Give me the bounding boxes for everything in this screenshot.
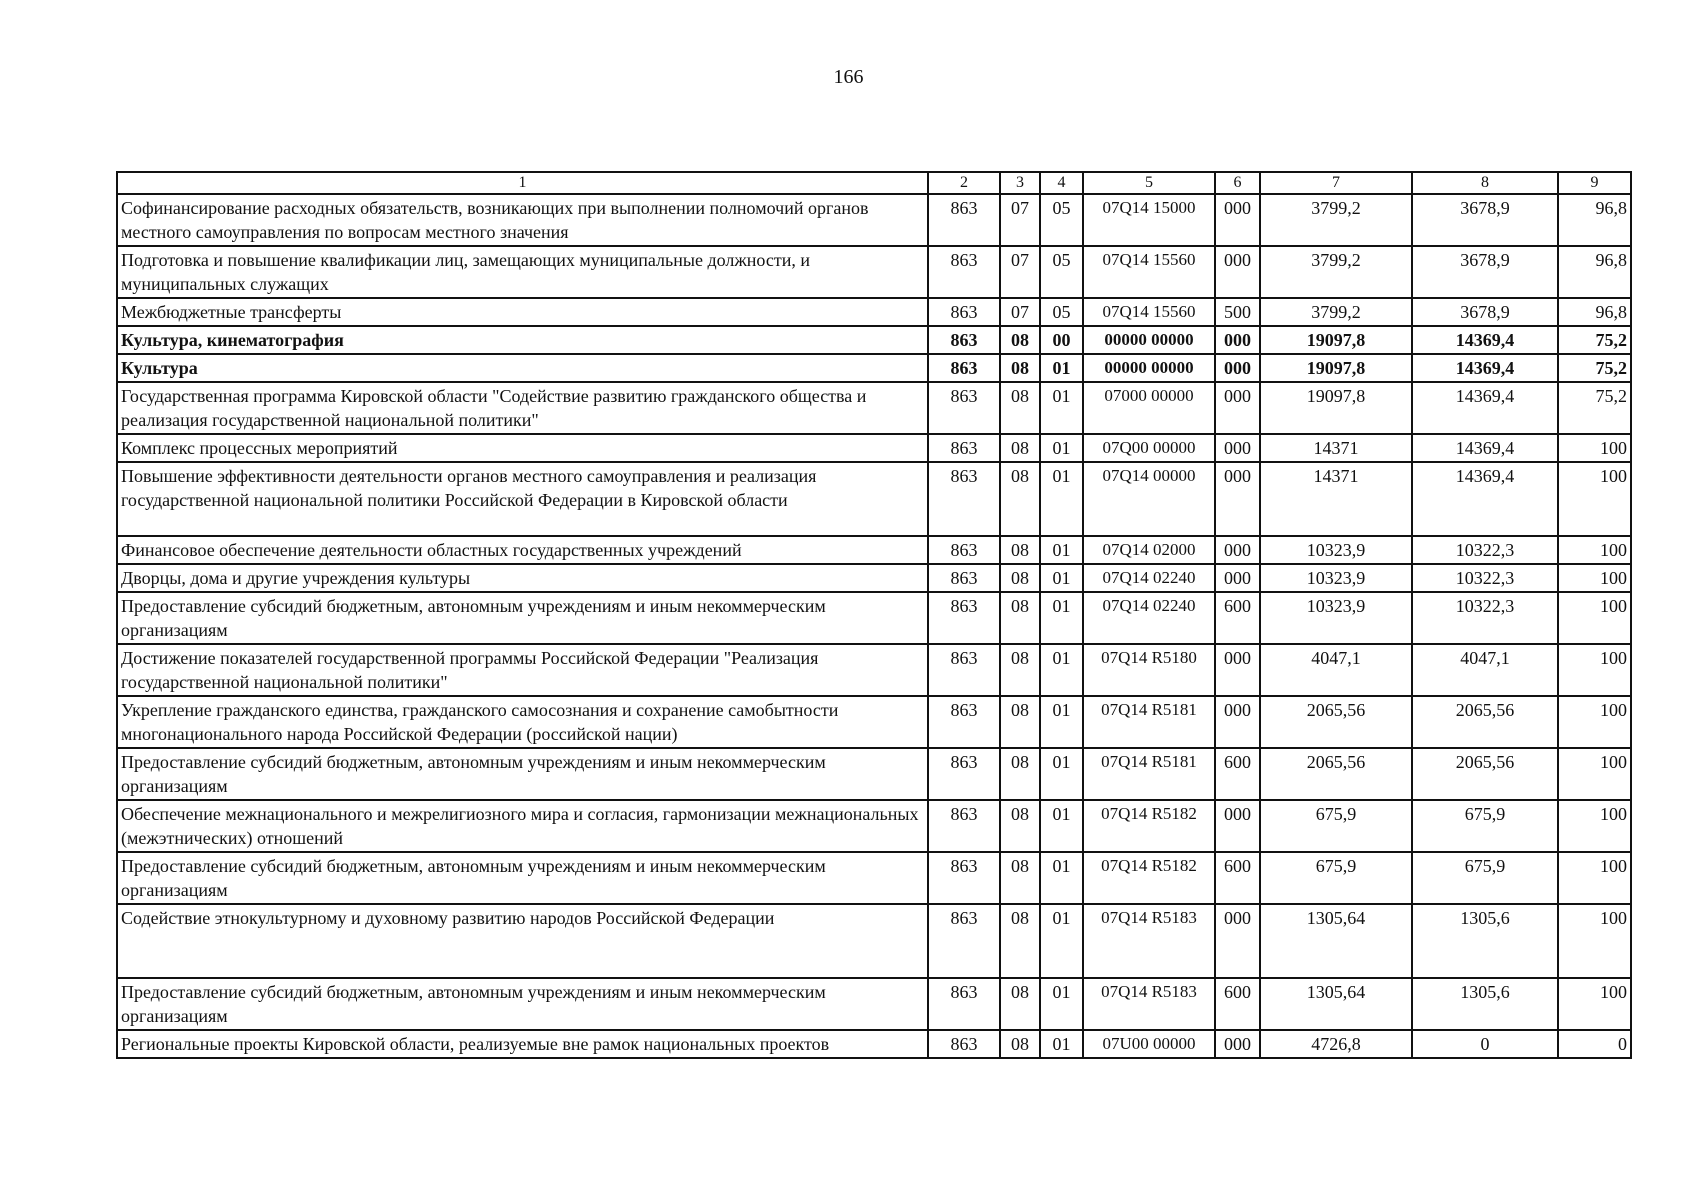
cell-col-6: 500 xyxy=(1215,298,1260,326)
header-col-1: 1 xyxy=(117,172,928,194)
cell-col-7: 1305,64 xyxy=(1260,904,1412,978)
cell-description: Государственная программа Кировской области "Содействие развитию гражданского общества и реализация государственной национальной политики" xyxy=(117,382,928,434)
cell-col-2: 863 xyxy=(928,592,1000,644)
cell-col-5: 07Q14 15560 xyxy=(1083,246,1215,298)
cell-col-9: 100 xyxy=(1558,696,1631,748)
cell-col-4: 01 xyxy=(1040,462,1083,536)
cell-col-7: 2065,56 xyxy=(1260,696,1412,748)
cell-col-5: 00000 00000 xyxy=(1083,326,1215,354)
cell-col-6: 600 xyxy=(1215,592,1260,644)
header-col-3: 3 xyxy=(1000,172,1040,194)
cell-col-7: 14371 xyxy=(1260,434,1412,462)
cell-col-9: 75,2 xyxy=(1558,354,1631,382)
cell-col-7: 4047,1 xyxy=(1260,644,1412,696)
cell-col-4: 01 xyxy=(1040,382,1083,434)
cell-col-3: 08 xyxy=(1000,354,1040,382)
cell-col-8: 14369,4 xyxy=(1412,326,1558,354)
header-col-4: 4 xyxy=(1040,172,1083,194)
cell-description: Финансовое обеспечение деятельности областных государственных учреждений xyxy=(117,536,928,564)
cell-col-5: 00000 00000 xyxy=(1083,354,1215,382)
cell-col-8: 10322,3 xyxy=(1412,536,1558,564)
cell-col-2: 863 xyxy=(928,564,1000,592)
cell-col-9: 96,8 xyxy=(1558,194,1631,246)
cell-col-8: 4047,1 xyxy=(1412,644,1558,696)
cell-col-7: 4726,8 xyxy=(1260,1030,1412,1058)
cell-col-3: 08 xyxy=(1000,904,1040,978)
cell-description: Дворцы, дома и другие учреждения культуры xyxy=(117,564,928,592)
cell-col-7: 10323,9 xyxy=(1260,536,1412,564)
cell-col-8: 10322,3 xyxy=(1412,564,1558,592)
cell-col-7: 3799,2 xyxy=(1260,246,1412,298)
cell-col-4: 05 xyxy=(1040,298,1083,326)
cell-col-7: 19097,8 xyxy=(1260,354,1412,382)
cell-col-6: 000 xyxy=(1215,246,1260,298)
table-row xyxy=(117,904,1631,978)
cell-col-6: 600 xyxy=(1215,748,1260,800)
header-col-2: 2 xyxy=(928,172,1000,194)
table-row xyxy=(117,748,1631,800)
cell-col-4: 00 xyxy=(1040,326,1083,354)
cell-col-6: 000 xyxy=(1215,1030,1260,1058)
cell-col-2: 863 xyxy=(928,748,1000,800)
table-body xyxy=(117,194,1631,1058)
cell-col-4: 01 xyxy=(1040,592,1083,644)
table-row xyxy=(117,564,1631,592)
cell-col-3: 08 xyxy=(1000,800,1040,852)
cell-col-9: 100 xyxy=(1558,462,1631,536)
cell-col-2: 863 xyxy=(928,382,1000,434)
cell-col-6: 000 xyxy=(1215,904,1260,978)
cell-col-8: 3678,9 xyxy=(1412,246,1558,298)
table-row xyxy=(117,696,1631,748)
cell-col-7: 3799,2 xyxy=(1260,194,1412,246)
cell-col-9: 100 xyxy=(1558,904,1631,978)
cell-col-8: 10322,3 xyxy=(1412,592,1558,644)
header-col-9: 9 xyxy=(1558,172,1631,194)
cell-col-3: 08 xyxy=(1000,382,1040,434)
cell-col-8: 675,9 xyxy=(1412,852,1558,904)
cell-col-6: 600 xyxy=(1215,978,1260,1030)
cell-description: Предоставление субсидий бюджетным, автономным учреждениям и иным некоммерческим организациям xyxy=(117,978,928,1030)
table-row xyxy=(117,536,1631,564)
cell-col-7: 14371 xyxy=(1260,462,1412,536)
cell-col-8: 2065,56 xyxy=(1412,748,1558,800)
cell-col-4: 01 xyxy=(1040,696,1083,748)
cell-col-5: 07Q14 00000 xyxy=(1083,462,1215,536)
cell-col-9: 100 xyxy=(1558,564,1631,592)
cell-col-8: 3678,9 xyxy=(1412,298,1558,326)
cell-col-5: 07Q14 R5182 xyxy=(1083,852,1215,904)
cell-col-9: 100 xyxy=(1558,644,1631,696)
cell-col-8: 3678,9 xyxy=(1412,194,1558,246)
table-row xyxy=(117,382,1631,434)
cell-col-3: 07 xyxy=(1000,246,1040,298)
cell-col-3: 08 xyxy=(1000,644,1040,696)
cell-description: Предоставление субсидий бюджетным, автономным учреждениям и иным некоммерческим организациям xyxy=(117,592,928,644)
cell-col-2: 863 xyxy=(928,1030,1000,1058)
cell-col-3: 08 xyxy=(1000,852,1040,904)
cell-col-6: 000 xyxy=(1215,326,1260,354)
cell-col-5: 07Q14 15560 xyxy=(1083,298,1215,326)
cell-col-4: 01 xyxy=(1040,644,1083,696)
table-row xyxy=(117,978,1631,1030)
cell-col-4: 05 xyxy=(1040,246,1083,298)
cell-col-5: 07U00 00000 xyxy=(1083,1030,1215,1058)
cell-col-3: 08 xyxy=(1000,696,1040,748)
cell-col-6: 000 xyxy=(1215,696,1260,748)
table-row xyxy=(117,246,1631,298)
cell-col-8: 14369,4 xyxy=(1412,462,1558,536)
cell-col-6: 000 xyxy=(1215,382,1260,434)
cell-col-4: 01 xyxy=(1040,800,1083,852)
cell-col-4: 01 xyxy=(1040,904,1083,978)
cell-col-2: 863 xyxy=(928,354,1000,382)
cell-col-9: 100 xyxy=(1558,434,1631,462)
cell-col-7: 3799,2 xyxy=(1260,298,1412,326)
cell-col-5: 07Q14 02000 xyxy=(1083,536,1215,564)
cell-col-5: 07Q14 R5183 xyxy=(1083,978,1215,1030)
cell-description: Предоставление субсидий бюджетным, автономным учреждениям и иным некоммерческим организациям xyxy=(117,748,928,800)
table-header-row xyxy=(117,172,1631,194)
cell-col-8: 14369,4 xyxy=(1412,434,1558,462)
table-row xyxy=(117,462,1631,536)
cell-col-8: 675,9 xyxy=(1412,800,1558,852)
cell-col-4: 01 xyxy=(1040,748,1083,800)
cell-col-6: 000 xyxy=(1215,462,1260,536)
cell-col-7: 675,9 xyxy=(1260,852,1412,904)
cell-col-9: 0 xyxy=(1558,1030,1631,1058)
cell-col-7: 10323,9 xyxy=(1260,564,1412,592)
cell-col-9: 100 xyxy=(1558,852,1631,904)
cell-col-2: 863 xyxy=(928,246,1000,298)
table-row xyxy=(117,298,1631,326)
cell-col-2: 863 xyxy=(928,462,1000,536)
cell-col-7: 19097,8 xyxy=(1260,382,1412,434)
cell-col-8: 0 xyxy=(1412,1030,1558,1058)
cell-col-9: 100 xyxy=(1558,536,1631,564)
cell-col-4: 01 xyxy=(1040,434,1083,462)
budget-table xyxy=(116,171,1632,1059)
cell-col-5: 07Q14 R5183 xyxy=(1083,904,1215,978)
cell-col-4: 01 xyxy=(1040,354,1083,382)
cell-col-2: 863 xyxy=(928,644,1000,696)
cell-col-3: 08 xyxy=(1000,978,1040,1030)
cell-col-2: 863 xyxy=(928,298,1000,326)
header-col-6: 6 xyxy=(1215,172,1260,194)
table-row xyxy=(117,194,1631,246)
cell-col-6: 000 xyxy=(1215,536,1260,564)
header-col-7: 7 xyxy=(1260,172,1412,194)
cell-col-3: 08 xyxy=(1000,326,1040,354)
cell-col-2: 863 xyxy=(928,434,1000,462)
cell-col-3: 08 xyxy=(1000,564,1040,592)
cell-description: Повышение эффективности деятельности органов местного самоуправления и реализация государственной национальной политики Российской Федерации в Кировской области xyxy=(117,462,928,536)
cell-col-6: 000 xyxy=(1215,194,1260,246)
cell-description: Содействие этнокультурному и духовному развитию народов Российской Федерации xyxy=(117,904,928,978)
cell-col-2: 863 xyxy=(928,696,1000,748)
cell-description: Подготовка и повышение квалификации лиц, замещающих муниципальные должности, и муниципальных служащих xyxy=(117,246,928,298)
cell-col-2: 863 xyxy=(928,800,1000,852)
cell-description: Культура, кинематография xyxy=(117,326,928,354)
cell-col-9: 96,8 xyxy=(1558,246,1631,298)
cell-col-6: 000 xyxy=(1215,644,1260,696)
cell-col-6: 000 xyxy=(1215,564,1260,592)
cell-col-3: 08 xyxy=(1000,462,1040,536)
cell-col-3: 07 xyxy=(1000,194,1040,246)
cell-col-4: 01 xyxy=(1040,1030,1083,1058)
cell-col-8: 14369,4 xyxy=(1412,382,1558,434)
cell-description: Межбюджетные трансферты xyxy=(117,298,928,326)
table-row xyxy=(117,326,1631,354)
table-row xyxy=(117,592,1631,644)
header-col-8: 8 xyxy=(1412,172,1558,194)
cell-col-2: 863 xyxy=(928,536,1000,564)
table-row xyxy=(117,1030,1631,1058)
cell-col-3: 08 xyxy=(1000,536,1040,564)
cell-description: Региональные проекты Кировской области, реализуемые вне рамок национальных проектов xyxy=(117,1030,928,1058)
cell-col-9: 75,2 xyxy=(1558,382,1631,434)
cell-col-5: 07Q14 R5180 xyxy=(1083,644,1215,696)
page-number: 166 xyxy=(833,66,864,88)
cell-col-6: 600 xyxy=(1215,852,1260,904)
cell-description: Достижение показателей государственной программы Российской Федерации "Реализация государственной национальной политики" xyxy=(117,644,928,696)
cell-col-3: 08 xyxy=(1000,592,1040,644)
cell-col-8: 2065,56 xyxy=(1412,696,1558,748)
cell-col-3: 08 xyxy=(1000,748,1040,800)
cell-col-2: 863 xyxy=(928,978,1000,1030)
table-row xyxy=(117,852,1631,904)
table-row xyxy=(117,434,1631,462)
cell-col-8: 14369,4 xyxy=(1412,354,1558,382)
header-col-5: 5 xyxy=(1083,172,1215,194)
cell-description: Софинансирование расходных обязательств, возникающих при выполнении полномочий органов местного самоуправления по вопросам местного значения xyxy=(117,194,928,246)
cell-col-4: 01 xyxy=(1040,978,1083,1030)
cell-col-7: 2065,56 xyxy=(1260,748,1412,800)
cell-col-8: 1305,6 xyxy=(1412,904,1558,978)
table-row xyxy=(117,800,1631,852)
cell-col-9: 100 xyxy=(1558,800,1631,852)
cell-col-5: 07Q14 R5181 xyxy=(1083,748,1215,800)
cell-col-5: 07000 00000 xyxy=(1083,382,1215,434)
cell-col-9: 100 xyxy=(1558,592,1631,644)
cell-description: Комплекс процессных мероприятий xyxy=(117,434,928,462)
cell-col-6: 000 xyxy=(1215,354,1260,382)
cell-col-4: 01 xyxy=(1040,852,1083,904)
cell-col-9: 100 xyxy=(1558,748,1631,800)
cell-col-5: 07Q14 02240 xyxy=(1083,564,1215,592)
table-row xyxy=(117,644,1631,696)
cell-description: Предоставление субсидий бюджетным, автономным учреждениям и иным некоммерческим организациям xyxy=(117,852,928,904)
cell-description: Укрепление гражданского единства, гражданского самосознания и сохранение самобытности многонационального народа Российской Федерации (российской нации) xyxy=(117,696,928,748)
cell-col-3: 08 xyxy=(1000,1030,1040,1058)
cell-col-3: 08 xyxy=(1000,434,1040,462)
cell-col-2: 863 xyxy=(928,194,1000,246)
cell-col-5: 07Q00 00000 xyxy=(1083,434,1215,462)
cell-col-9: 100 xyxy=(1558,978,1631,1030)
cell-col-6: 000 xyxy=(1215,800,1260,852)
cell-col-4: 01 xyxy=(1040,536,1083,564)
cell-col-2: 863 xyxy=(928,904,1000,978)
cell-col-9: 75,2 xyxy=(1558,326,1631,354)
cell-col-4: 05 xyxy=(1040,194,1083,246)
cell-col-8: 1305,6 xyxy=(1412,978,1558,1030)
cell-col-6: 000 xyxy=(1215,434,1260,462)
cell-col-7: 10323,9 xyxy=(1260,592,1412,644)
cell-col-7: 675,9 xyxy=(1260,800,1412,852)
cell-col-9: 96,8 xyxy=(1558,298,1631,326)
table-row xyxy=(117,354,1631,382)
cell-col-4: 01 xyxy=(1040,564,1083,592)
cell-col-2: 863 xyxy=(928,326,1000,354)
cell-description: Обеспечение межнационального и межрелигиозного мира и согласия, гармонизации межнациональных (межэтнических) отношений xyxy=(117,800,928,852)
cell-description: Культура xyxy=(117,354,928,382)
cell-col-3: 07 xyxy=(1000,298,1040,326)
cell-col-7: 19097,8 xyxy=(1260,326,1412,354)
cell-col-2: 863 xyxy=(928,852,1000,904)
cell-col-7: 1305,64 xyxy=(1260,978,1412,1030)
cell-col-5: 07Q14 R5182 xyxy=(1083,800,1215,852)
cell-col-5: 07Q14 15000 xyxy=(1083,194,1215,246)
cell-col-5: 07Q14 02240 xyxy=(1083,592,1215,644)
cell-col-5: 07Q14 R5181 xyxy=(1083,696,1215,748)
